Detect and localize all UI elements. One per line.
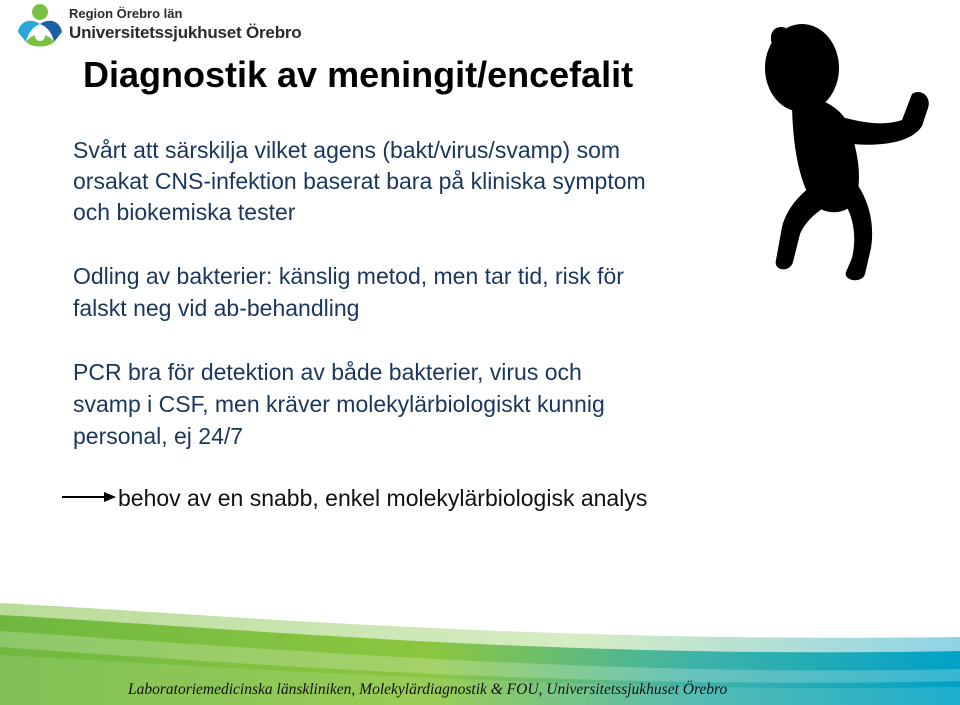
paragraph-3-line-2: svamp i CSF, men kräver molekylärbiologiskt kunnig [73,391,605,417]
silhouette-arm [832,92,929,145]
silhouette-left-leg [776,182,834,269]
right-arrow-icon [60,488,118,506]
region-orebro-logo-icon [10,2,66,50]
paragraph-2-line-1: Odling av bakterier: känslig metod, men tar tid, risk för [73,263,624,289]
paragraph-3-line-3: personal, ej 24/7 [73,423,244,449]
paragraph-1-line-3: och biokemiska tester [73,199,296,225]
slide-title: Diagnostik av meningit/encefalit [83,54,634,95]
jumping-child-silhouette [762,22,932,284]
footer-text: Laboratoriemedicinska länskliniken, Molekylärdiagnostik & FOU, Universitetssjukhuset Örebro [128,681,728,698]
paragraph-1-line-2: orsakat CNS-infektion baserat bara på kliniska symptom [73,168,646,194]
conclusion-text: behov av en snabb, enkel molekylärbiologisk analys [118,485,648,511]
logo-hospital-text: Universitetssjukhuset Örebro [69,23,302,42]
paragraph-1-line-1: Svårt att särskilja vilket agens (bakt/virus/svamp) som [73,137,621,163]
paragraph-2-line-2: falskt neg vid ab-behandling [73,295,360,321]
logo-region-text: Region Örebro län [69,6,183,21]
paragraph-3-line-1: PCR bra för detektion av både bakterier, virus och [73,359,582,385]
